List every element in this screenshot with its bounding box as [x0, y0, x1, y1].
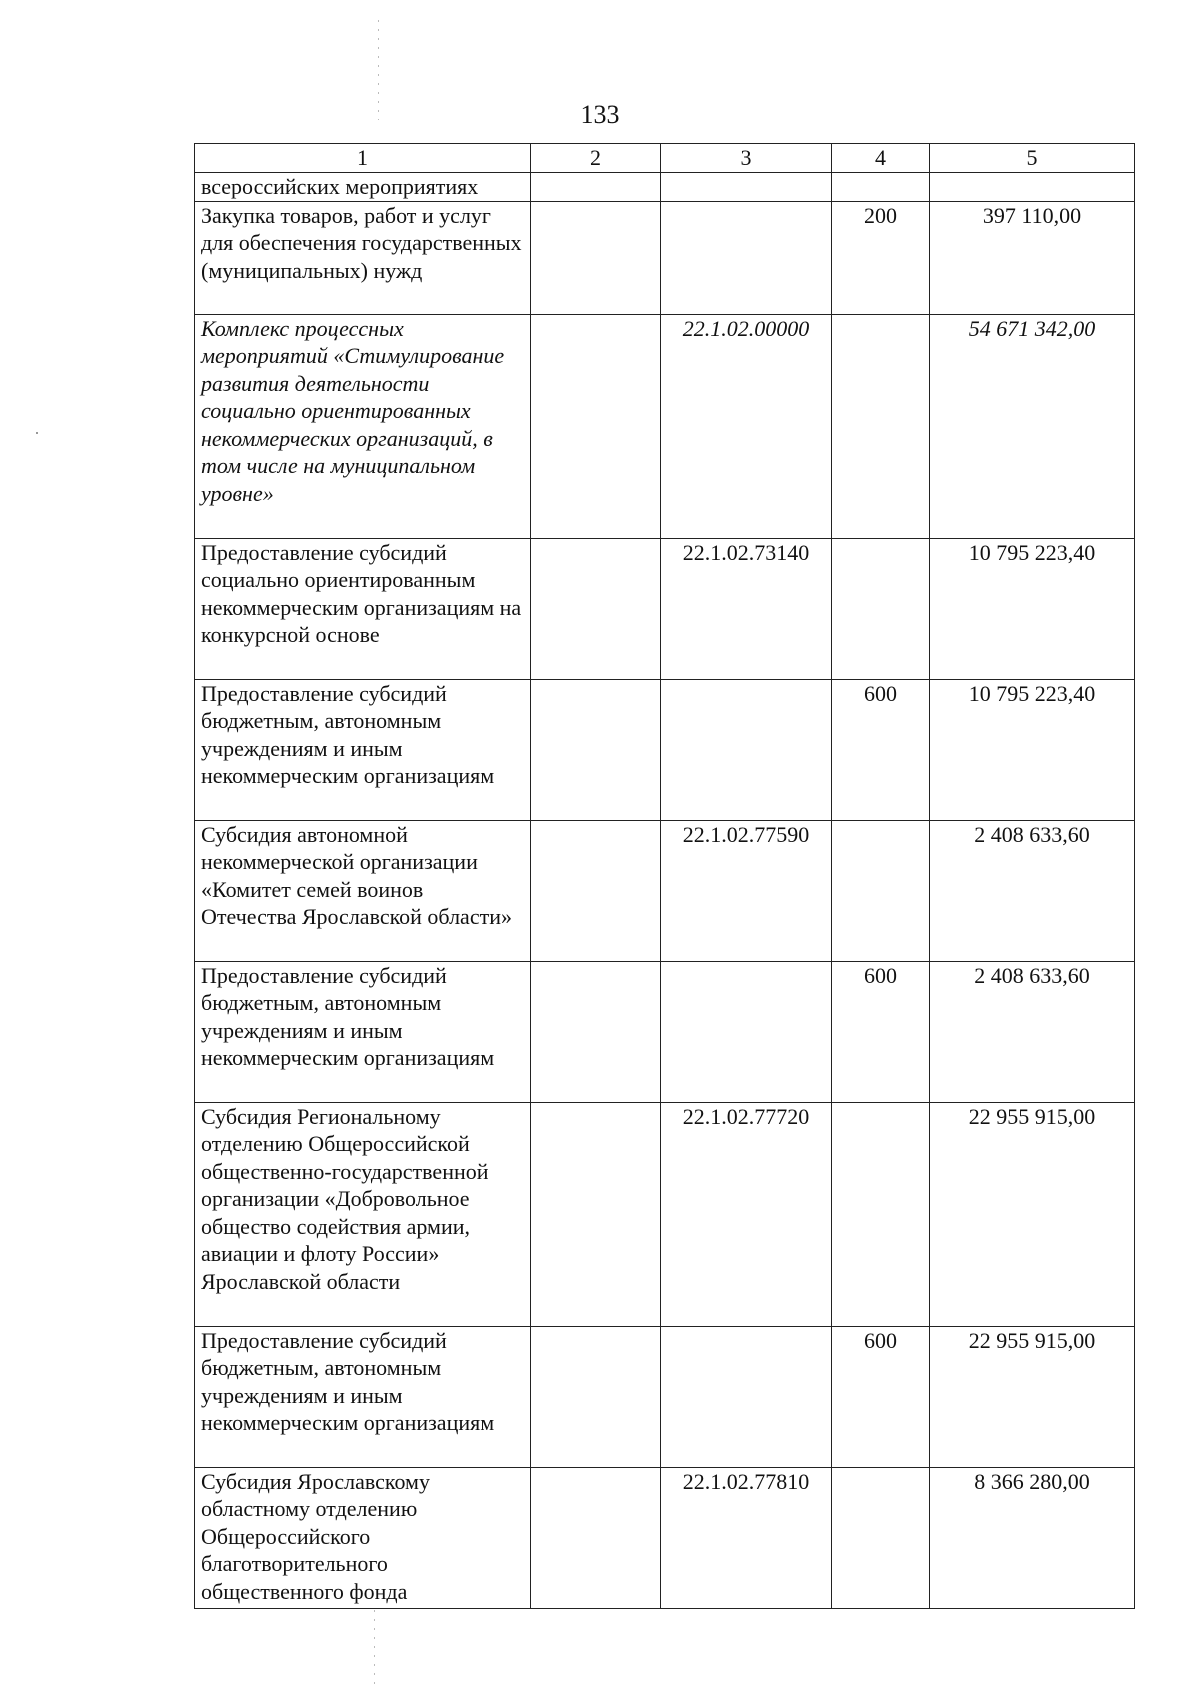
header-col-2: 2 — [531, 144, 661, 173]
table-row — [195, 820, 1135, 961]
row-code-cell — [661, 172, 832, 201]
header-col-4: 4 — [832, 144, 930, 173]
row-col2-cell — [531, 820, 661, 961]
budget-table — [194, 143, 1135, 1609]
row-amount-cell: 54 671 342,00 — [930, 314, 1135, 538]
row-name-cell: Предоставление субсидий бюджетным, автономным учреждениям и иным некоммерческим организациям — [195, 679, 531, 820]
row-name-cell: Предоставление субсидий бюджетным, автономным учреждениям и иным некоммерческим организациям — [195, 961, 531, 1102]
row-type-cell — [832, 538, 930, 679]
row-col2-cell — [531, 1102, 661, 1326]
row-type-cell: 600 — [832, 679, 930, 820]
row-code-cell: 22.1.02.77720 — [661, 1102, 832, 1326]
row-type-cell — [832, 1102, 930, 1326]
scan-margin-dots-top — [378, 20, 379, 120]
table-row — [195, 679, 1135, 820]
row-amount-cell: 10 795 223,40 — [930, 679, 1135, 820]
row-code-cell: 22.1.02.77590 — [661, 820, 832, 961]
row-name-cell: Субсидия автономной некоммерческой организации «Комитет семей воинов Отечества Ярославской области» — [195, 820, 531, 961]
row-name-cell: Субсидия Ярославскому областному отделению Общероссийского благотворительного общественного фонда — [195, 1467, 531, 1608]
row-type-cell: 200 — [832, 201, 930, 314]
row-code-cell — [661, 961, 832, 1102]
row-code-cell: 22.1.02.73140 — [661, 538, 832, 679]
row-amount-cell: 22 955 915,00 — [930, 1102, 1135, 1326]
row-col2-cell — [531, 679, 661, 820]
scan-speck — [36, 432, 38, 434]
row-amount-cell — [930, 172, 1135, 201]
table-row — [195, 538, 1135, 679]
row-type-cell — [832, 1467, 930, 1608]
row-code-cell — [661, 201, 832, 314]
header-col-5: 5 — [930, 144, 1135, 173]
row-col2-cell — [531, 201, 661, 314]
row-code-cell — [661, 1326, 832, 1467]
row-code-cell — [661, 679, 832, 820]
row-type-cell: 600 — [832, 1326, 930, 1467]
row-type-cell — [832, 820, 930, 961]
row-name-cell: Закупка товаров, работ и услуг для обеспечения государственных (муниципальных) нужд — [195, 201, 531, 314]
row-name-cell: Субсидия Региональному отделению Общероссийской общественно-государственной организации «Добровольное общество содействия армии, авиации и флоту России» Ярославской области — [195, 1102, 531, 1326]
row-amount-cell: 8 366 280,00 — [930, 1467, 1135, 1608]
row-type-cell: 600 — [832, 961, 930, 1102]
table-row — [195, 961, 1135, 1102]
row-amount-cell: 397 110,00 — [930, 201, 1135, 314]
row-col2-cell — [531, 1467, 661, 1608]
table-row — [195, 1467, 1135, 1608]
row-name-cell: Предоставление субсидий социально ориентированным некоммерческим организациям на конкурсной основе — [195, 538, 531, 679]
row-col2-cell — [531, 538, 661, 679]
scan-margin-dots-bottom — [374, 1610, 375, 1690]
row-col2-cell — [531, 1326, 661, 1467]
table-row — [195, 201, 1135, 314]
row-type-cell — [832, 172, 930, 201]
row-name-cell: всероссийских мероприятиях — [195, 172, 531, 201]
row-amount-cell: 22 955 915,00 — [930, 1326, 1135, 1467]
table-row — [195, 172, 1135, 201]
table-header-row — [195, 144, 1135, 173]
row-amount-cell: 2 408 633,60 — [930, 820, 1135, 961]
row-name-cell: Комплекс процессных мероприятий «Стимулирование развития деятельности социально ориентированных некоммерческих организаций, в том числе на муниципальном уровне» — [195, 314, 531, 538]
row-type-cell — [832, 314, 930, 538]
table-row — [195, 314, 1135, 538]
row-code-cell: 22.1.02.77810 — [661, 1467, 832, 1608]
table-row — [195, 1326, 1135, 1467]
row-name-cell: Предоставление субсидий бюджетным, автономным учреждениям и иным некоммерческим организациям — [195, 1326, 531, 1467]
header-col-3: 3 — [661, 144, 832, 173]
row-col2-cell — [531, 172, 661, 201]
page-number: 133 — [580, 100, 620, 129]
header-col-1: 1 — [195, 144, 531, 173]
row-amount-cell: 2 408 633,60 — [930, 961, 1135, 1102]
table-row — [195, 1102, 1135, 1326]
row-col2-cell — [531, 961, 661, 1102]
row-code-cell: 22.1.02.00000 — [661, 314, 832, 538]
row-amount-cell: 10 795 223,40 — [930, 538, 1135, 679]
row-col2-cell — [531, 314, 661, 538]
